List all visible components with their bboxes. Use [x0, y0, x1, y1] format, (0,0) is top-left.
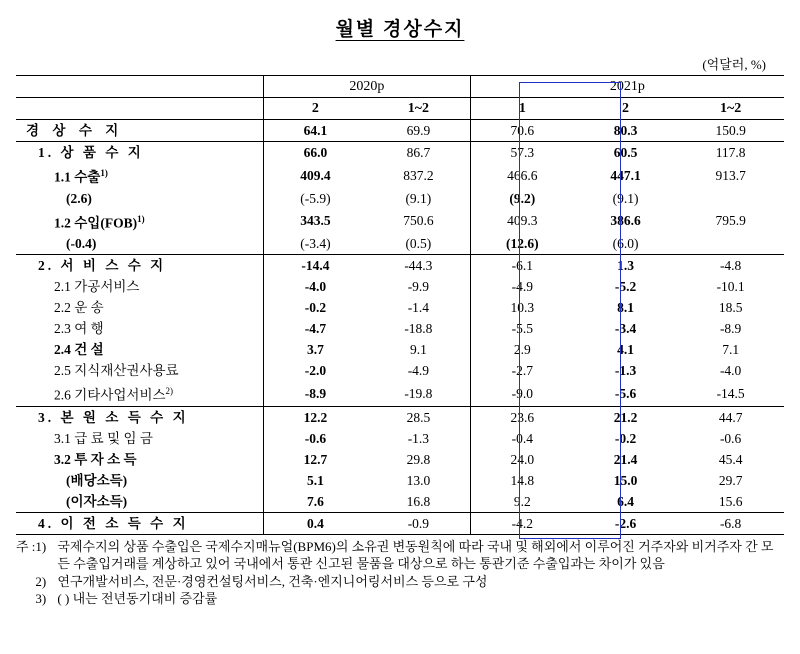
cell: -19.8 — [404, 385, 433, 401]
footnote-text: 연구개발서비스, 전문·경영컨설팅서비스, 건축·엔지니어링서비스 등으로 구성 — [57, 573, 488, 589]
header-period-2021-1: 1 — [470, 98, 573, 120]
cell: -2.6 — [574, 512, 677, 534]
cell: 24.0 — [470, 449, 573, 470]
cell — [677, 233, 784, 255]
cell: 409.4 — [263, 163, 366, 188]
table-row — [16, 360, 784, 381]
cell: 80.3 — [613, 123, 638, 138]
cell: 69.9 — [406, 123, 431, 138]
cell: -4.9 — [470, 276, 573, 297]
cell: -8.9 — [263, 381, 366, 406]
cell: -9.9 — [407, 279, 430, 294]
cell: 7.1 — [722, 342, 740, 357]
cell: -1.4 — [407, 300, 430, 315]
footnote-marker: 1) — [100, 168, 108, 178]
cell: 466.6 — [470, 163, 573, 188]
cell: 750.6 — [403, 213, 434, 229]
table-row — [16, 163, 784, 188]
table-header-year-row — [16, 76, 784, 98]
cell: -0.2 — [263, 297, 366, 318]
table-row — [16, 491, 784, 513]
cell: -44.3 — [367, 255, 470, 277]
footnote-number: 1) — [35, 538, 47, 554]
cell: 5.1 — [263, 470, 366, 491]
table-row — [16, 339, 784, 360]
cell: 9.1 — [409, 342, 427, 357]
row-label — [16, 163, 263, 188]
row-label: (-0.4) — [66, 236, 97, 251]
cell: -18.8 — [404, 321, 433, 336]
cell: -3.4 — [614, 321, 637, 336]
cell: -4.2 — [470, 512, 573, 534]
table-row — [16, 470, 784, 491]
table-row — [16, 233, 784, 255]
cell: 9.2 — [470, 491, 573, 513]
cell: 6.4 — [617, 493, 634, 509]
cell: 18.5 — [718, 300, 743, 315]
cell: 150.9 — [715, 123, 746, 138]
table-row — [16, 255, 784, 277]
row-label-text: 1.1 수출 — [54, 169, 101, 185]
cell: 117.8 — [677, 142, 784, 164]
cell: 12.2 — [263, 406, 366, 428]
row-label: 2.3 여 행 — [54, 321, 104, 336]
row-label: 경 상 수 지 — [26, 123, 124, 138]
cell: -5.6 — [614, 385, 637, 401]
footnote-number: 3) — [35, 591, 47, 606]
cell: -1.3 — [614, 363, 637, 378]
header-period-2020-1to2: 1~2 — [367, 98, 470, 120]
footnote-marker: 1) — [137, 213, 145, 224]
cell: 45.4 — [718, 451, 743, 467]
cell: -4.7 — [263, 318, 366, 339]
table-row — [16, 142, 784, 164]
cell: 21.4 — [613, 451, 638, 467]
cell: 913.7 — [715, 167, 746, 183]
row-label: (2.6) — [66, 190, 92, 206]
table-row — [16, 318, 784, 339]
cell: 66.0 — [263, 142, 366, 164]
table-header-period-row — [16, 98, 784, 120]
cell: 409.3 — [470, 209, 573, 234]
cell: 15.6 — [718, 493, 743, 509]
header-year-2021p: 2021p — [470, 76, 784, 98]
table-row — [16, 449, 784, 470]
cell: (12.6) — [470, 233, 573, 255]
cell: -1.3 — [407, 430, 430, 446]
footnote-spacer — [16, 590, 35, 608]
footnote-spacer — [16, 573, 35, 591]
header-period-2021-1to2: 1~2 — [677, 98, 784, 120]
page-title: 월별 경상수지 — [335, 19, 465, 40]
cell: -5.2 — [614, 279, 637, 294]
cell: -2.0 — [263, 360, 366, 381]
cell: (0.5) — [405, 236, 432, 251]
row-label: 3. 본 원 소 득 수 지 — [16, 406, 263, 428]
row-label: 2.4 건 설 — [54, 342, 104, 357]
cell: 28.5 — [367, 406, 470, 428]
cell: 447.1 — [610, 167, 641, 183]
cell: -4.8 — [677, 255, 784, 277]
cell: 64.1 — [263, 120, 366, 142]
row-label: 3.1 급 료 및 임 금 — [54, 430, 153, 446]
cell: 0.4 — [263, 512, 366, 534]
row-label: 2.2 운 송 — [54, 300, 104, 315]
cell: 8.1 — [617, 300, 634, 315]
header-blank — [16, 98, 263, 120]
cell: -4.0 — [719, 363, 742, 378]
footnote-text: 국제수지의 상품 수출입은 국제수지매뉴얼(BPM6)의 소유권 변동원칙에 따라 국내 및 해외에서 이루어진 거주자와 비거주자 간 모든 수출입거래를 계상하고 있어 국내에서 통관 신고된 물품을 대상으로 하는 통관기준 수출입과는 차이가 있음 — [57, 538, 774, 571]
footnote-marker: 2) — [165, 386, 174, 396]
table-row — [16, 512, 784, 534]
cell: -14.5 — [716, 385, 745, 401]
cell: 16.8 — [406, 493, 431, 509]
cell: 86.7 — [367, 142, 470, 164]
table-row — [16, 188, 784, 209]
cell: (-3.4) — [263, 233, 366, 255]
table-row — [16, 428, 784, 449]
row-label: 1. 상 품 수 지 — [16, 142, 263, 164]
header-year-2020p: 2020p — [263, 76, 470, 98]
footnote-number: 2) — [35, 573, 47, 589]
cell: 29.8 — [406, 451, 431, 467]
cell: -10.1 — [716, 279, 745, 294]
cell: 14.8 — [470, 470, 573, 491]
cell: -8.9 — [719, 321, 742, 336]
header-corner — [16, 76, 263, 98]
row-label: 2.1 가공서비스 — [54, 279, 140, 294]
cell: 795.9 — [715, 213, 746, 229]
cell: 44.7 — [677, 406, 784, 428]
cell: -4.0 — [263, 276, 366, 297]
footnote-item — [16, 538, 784, 573]
footnote-prefix: 주 : — [16, 538, 36, 554]
cell — [677, 188, 784, 209]
cell: (6.0) — [612, 236, 639, 251]
cell: 23.6 — [470, 406, 573, 428]
cell: 7.6 — [263, 491, 366, 513]
table-row — [16, 297, 784, 318]
cell: 57.3 — [470, 142, 573, 164]
table-row — [16, 209, 784, 234]
cell: -0.6 — [263, 428, 366, 449]
row-label: 3.2 투 자 소 득 — [54, 451, 137, 467]
cell: 3.7 — [263, 339, 366, 360]
table-row — [16, 406, 784, 428]
cell: 70.6 — [470, 120, 573, 142]
cell: -0.6 — [719, 430, 742, 446]
row-label: (이자소득) — [66, 493, 128, 509]
cell: 29.7 — [718, 472, 743, 488]
row-label: (배당소득) — [66, 472, 128, 488]
row-label-text: 1.2 수입(FOB) — [54, 215, 138, 230]
table-row — [16, 381, 784, 406]
cell: 837.2 — [403, 167, 434, 183]
cell: (9.1) — [405, 190, 432, 206]
cell: -0.9 — [367, 512, 470, 534]
cell: -6.1 — [470, 255, 573, 277]
cell: 1.3 — [574, 255, 677, 277]
row-label — [16, 209, 263, 234]
cell: 4.1 — [617, 342, 634, 357]
cell: 15.0 — [613, 472, 638, 488]
row-label-text: 2.6 기타사업서비스 — [54, 387, 166, 403]
cell: 13.0 — [406, 472, 431, 488]
cell: 60.5 — [574, 142, 677, 164]
cell: -0.4 — [470, 428, 573, 449]
row-label: 4. 이 전 소 득 수 지 — [16, 512, 263, 534]
current-account-table — [16, 75, 784, 535]
cell: -9.0 — [470, 381, 573, 406]
cell: (-5.9) — [263, 188, 366, 209]
row-label: 2.5 지식재산권사용료 — [54, 363, 179, 378]
cell: 386.6 — [610, 213, 641, 229]
cell: -0.2 — [614, 430, 637, 446]
footnote-item — [16, 573, 784, 591]
row-label — [16, 381, 263, 406]
cell: 2.9 — [470, 339, 573, 360]
header-period-2020-2: 2 — [263, 98, 366, 120]
footnote-text: ( ) 내는 전년동기대비 증감률 — [57, 591, 218, 606]
row-label: 2. 서 비 스 수 지 — [16, 255, 263, 277]
cell: -5.5 — [470, 318, 573, 339]
cell: -4.9 — [407, 363, 430, 378]
cell: -6.8 — [677, 512, 784, 534]
cell: 12.7 — [263, 449, 366, 470]
cell: 10.3 — [470, 297, 573, 318]
header-period-2021-2: 2 — [574, 98, 677, 120]
cell: 21.2 — [574, 406, 677, 428]
cell: -14.4 — [263, 255, 366, 277]
cell: (9.1) — [612, 190, 639, 206]
cell: 343.5 — [263, 209, 366, 234]
footnotes — [16, 535, 784, 608]
footnote-item — [16, 590, 784, 608]
cell: (9.2) — [470, 188, 573, 209]
table-row — [16, 276, 784, 297]
table-row — [16, 120, 784, 142]
cell: -2.7 — [470, 360, 573, 381]
unit-note: (억달러, %) — [702, 57, 766, 72]
